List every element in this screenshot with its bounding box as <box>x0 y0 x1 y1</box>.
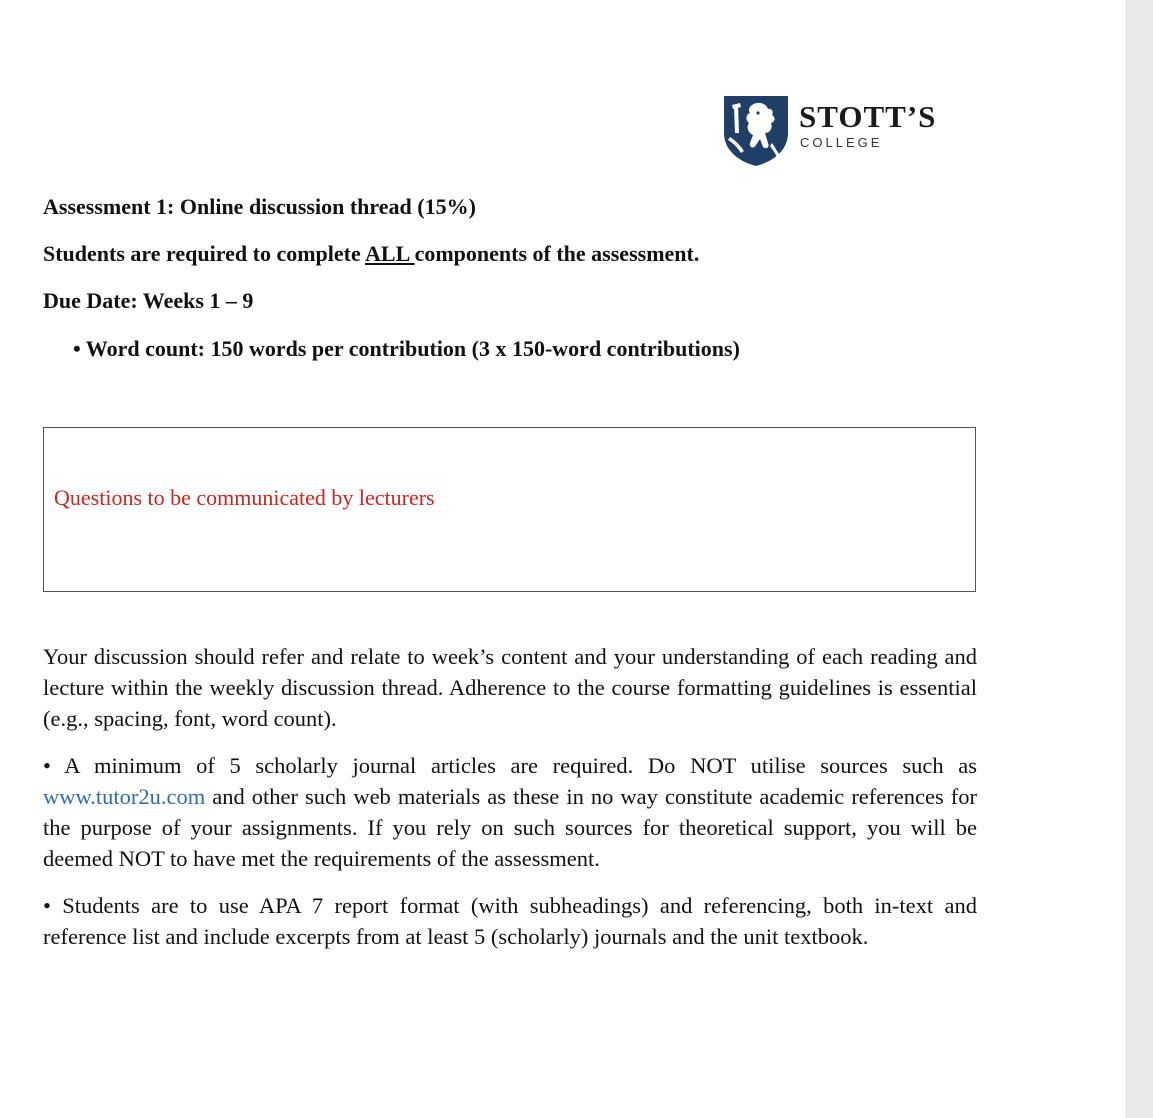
word-count-bullet: • Word count: 150 words per contribution (3 x 150-word contributions) <box>73 336 740 361</box>
sources-text-pre: • A minimum of 5 scholarly journal articles are required. Do NOT utilise sources such as <box>43 753 977 778</box>
assessment-title: Assessment 1: Online discussion thread (15%) <box>43 194 476 219</box>
apa-format-bullet: • Students are to use APA 7 report format (with subheadings) and referencing, both in-text and reference list and include excerpts from at least 5 (scholarly) journals and the unit textbook. <box>43 893 977 949</box>
requirement-emphasis: ALL <box>365 241 415 266</box>
crest-icon <box>722 93 790 167</box>
vertical-scrollbar[interactable] <box>1126 0 1153 1118</box>
questions-box <box>43 427 976 592</box>
sources-text-post: and other such web materials as these in no way constitute academic references for the purpose of your assignments. If you rely on such sources for theoretical support, you will be deemed NOT to have met the requirements of the assessment. <box>43 784 977 871</box>
requirement-text-pre: Students are required to complete <box>43 241 366 266</box>
logo-subtitle: COLLEGE <box>800 135 883 150</box>
logo-name: STOTT’S <box>799 99 937 134</box>
questions-note: Questions to be communicated by lecturers <box>54 485 435 510</box>
college-logo <box>722 93 982 167</box>
requirement-line <box>43 241 699 267</box>
tutor2u-link[interactable]: www.tutor2u.com <box>43 784 206 809</box>
sources-bullet <box>43 750 977 874</box>
due-date: Due Date: Weeks 1 – 9 <box>43 288 254 313</box>
discussion-paragraph: Your discussion should refer and relate to week’s content and your understanding of each reading and lecture within the weekly discussion thread. Adherence to the course formatting guidelines is essential (e.g., spacing, font, word count). <box>43 644 977 731</box>
requirement-text-post: components of the assessment. <box>414 241 700 266</box>
